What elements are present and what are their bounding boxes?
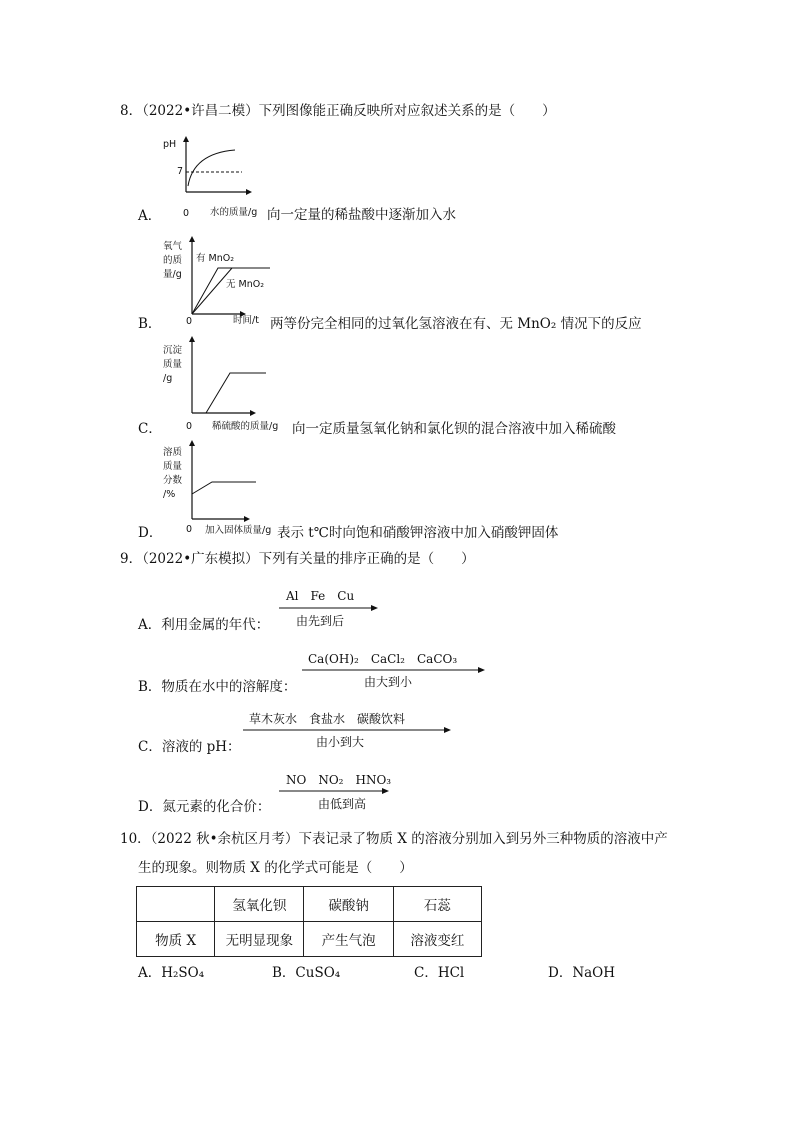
q10-option-a: A．H₂SO₄	[138, 965, 205, 981]
graph-b-ylabel-3: 量/g	[163, 269, 182, 280]
graph-b-ylabel-1: 氧气	[163, 241, 183, 252]
graph-a-description: 向一定量的稀盐酸中逐渐加入水	[267, 207, 456, 223]
q9-d-order: 由低到高	[318, 797, 367, 811]
q10-table	[136, 886, 482, 957]
graph-b-description: 两等份完全相同的过氧化氢溶液在有、无 MnO₂ 情况下的反应	[270, 316, 642, 332]
graph-d-ylabel-3: 分数	[163, 475, 183, 486]
graph-d-ylabel-1: 溶质	[163, 447, 183, 458]
graph-c-ylabel-1: 沉淀	[163, 345, 183, 356]
q8-stem: 8．（2022•许昌二模）下列图像能正确反映所对应叙述关系的是（ ）	[120, 103, 556, 119]
q9-d-arrow-icon	[279, 787, 391, 795]
q9-a-sequence: Al Fe Cu	[286, 589, 355, 603]
graph-b-xlabel: 时间/t	[233, 315, 259, 326]
graph-b-option-label: B．	[138, 316, 162, 332]
table-header-cell: 碳酸钠	[304, 887, 393, 922]
q10-option-d: D．NaOH	[548, 965, 616, 981]
q9-option-d-text: D．氮元素的化合价：	[138, 799, 271, 815]
graph-d-xlabel: 加入固体质量/g	[205, 525, 272, 536]
table-header-cell: 氢氧化钡	[215, 887, 304, 922]
graph-d-ylabel-4: /%	[163, 489, 176, 500]
graph-a-curve	[188, 150, 235, 186]
table-header-cell: 石蕊	[393, 887, 481, 922]
graph-d-option-label: D．	[138, 525, 163, 541]
table-row	[137, 922, 482, 957]
graph-b-y-arrow	[189, 236, 195, 242]
table-header-cell	[137, 887, 215, 922]
graph-a-origin: 0	[183, 208, 190, 219]
graph-a-option-label: A．	[138, 208, 162, 224]
q9-b-order: 由大到小	[364, 675, 413, 689]
graph-b-line-with-mno2	[192, 268, 270, 314]
graph-c-x-arrow	[250, 410, 256, 416]
graph-d-ylabel-2: 质量	[163, 461, 183, 472]
graph-b-ylabel-2: 的质	[163, 255, 183, 266]
q10-stem-line-1: 10．（2022 秋•余杭区月考）下表记录了物质 X 的溶液分别加入到另外三种物质的溶液中产	[120, 831, 668, 847]
table-cell: 无明显现象	[215, 922, 304, 957]
graph-b-origin: 0	[186, 316, 193, 327]
graph-c-option-label: C．	[138, 421, 162, 437]
graph-b-line-without-mno2	[192, 268, 232, 314]
table-cell: 物质 X	[137, 922, 215, 957]
graph-d-description: 表示 t℃时向饱和硝酸钾溶液中加入硝酸钾固体	[277, 525, 559, 541]
graph-d-curve	[192, 482, 256, 494]
graph-d	[188, 444, 268, 524]
graph-c	[188, 340, 273, 420]
table-header-row	[137, 887, 482, 922]
table-cell: 产生气泡	[304, 922, 393, 957]
graph-a-ylabel: pH	[163, 139, 177, 150]
graph-d-x-arrow	[244, 516, 250, 522]
graph-c-ylabel-3: /g	[163, 373, 173, 384]
graph-b-label-without-mno2: 无 MnO₂	[226, 279, 265, 290]
graph-a	[180, 140, 260, 210]
graph-a-xlabel: 水的质量/g	[210, 207, 258, 218]
graph-a-y-arrow	[183, 136, 189, 142]
q10-option-b: B．CuSO₄	[272, 965, 341, 981]
graph-b-label-with-mno2: 有 MnO₂	[196, 253, 235, 264]
q9-option-c-text: C．溶液的 pH：	[138, 739, 241, 755]
q9-a-arrow-icon	[279, 604, 379, 612]
graph-c-ylabel-2: 质量	[163, 359, 183, 370]
graph-a-mark-7: 7	[177, 166, 184, 177]
graph-c-description: 向一定质量氢氧化钠和氯化钡的混合溶液中加入稀硫酸	[292, 421, 616, 437]
q9-c-sequence: 草木灰水 食盐水 碳酸饮料	[249, 712, 406, 726]
q9-b-sequence: Ca(OH)₂ CaCl₂ CaCO₃	[308, 652, 458, 666]
graph-a-x-arrow	[246, 189, 252, 195]
q9-option-a-text: A．利用金属的年代：	[138, 617, 270, 633]
q9-c-order: 由小到大	[316, 735, 365, 749]
graph-c-curve	[206, 373, 266, 413]
graph-d-origin: 0	[186, 524, 193, 535]
graph-c-xlabel: 稀硫酸的质量/g	[212, 421, 279, 432]
q9-stem: 9．（2022•广东模拟）下列有关量的排序正确的是（ ）	[120, 551, 475, 567]
q10-option-c: C．HCl	[414, 965, 465, 981]
q9-a-order: 由先到后	[296, 614, 345, 628]
graph-d-y-arrow	[189, 440, 195, 446]
graph-c-origin: 0	[186, 421, 193, 432]
q9-d-sequence: NO NO₂ HNO₃	[286, 773, 392, 787]
q9-option-b-text: B．物质在水中的溶解度：	[138, 679, 297, 695]
graph-c-y-arrow	[189, 336, 195, 342]
q10-stem-line-2: 生的现象。则物质 X 的化学式可能是（ ）	[138, 860, 413, 876]
table-cell: 溶液变红	[393, 922, 481, 957]
